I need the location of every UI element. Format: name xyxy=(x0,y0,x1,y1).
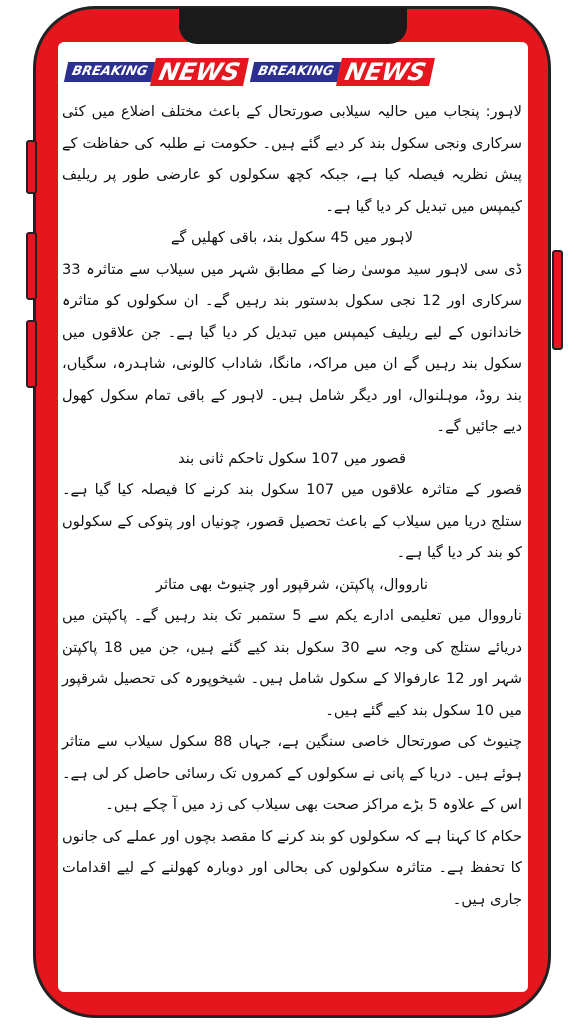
phone-volume-down-button xyxy=(26,320,37,388)
phone-side-button xyxy=(26,140,37,194)
article-subheading: لاہور میں 45 سکول بند، باقی کھلیں گے xyxy=(170,229,414,246)
article-subheading: نارووال، پاکپتن، شرقپور اور چنیوٹ بھی متاثر xyxy=(155,575,429,593)
breaking-label: BREAKING xyxy=(249,60,341,84)
article-paragraph: چنیوٹ کی صورتحال خاصی سنگین ہے، جہاں 88 سکول سیلاب سے متاثر ہوئے ہیں۔ دریا کے پانی نے سکولوں کے کمروں تک رسائی حاصل کر لی ہے۔ اس کے علاوہ 5 بڑے مراکز صحت بھی سیلاب کی زد میں آ چکے ہیں۔ xyxy=(62,733,523,813)
phone-volume-up-button xyxy=(26,232,37,300)
breaking-news-banners xyxy=(66,58,522,90)
breaking-label: BREAKING xyxy=(63,60,155,84)
article-paragraph: قصور کے متاثرہ علاقوں میں 107 سکول بند کرنے کا فیصلہ کیا گیا ہے۔ ستلج دریا میں سیلاب کے باعث تحصیل قصور، چونیاں اور پتوکی کے سکولوں کو بند کر دیا گیا ہے۔ xyxy=(62,481,522,561)
breaking-news-banner xyxy=(249,58,435,86)
article-paragraph: لاہور: پنجاب میں حالیہ سیلابی صورتحال کے باعث مختلف اضلاع میں کئی سرکاری ونجی سکول بند کر دیے گئے ہیں۔ حکومت نے طلبہ کی حفاظت کے پیش نظریہ فیصلہ کیا ہے، جبکہ کچھ سکولوں کو عارضی طور پر ریلیف کیمپس میں تبدیل کر دیا گیا ہے۔ xyxy=(62,103,522,215)
news-label: NEWS xyxy=(336,58,434,86)
article-subheading: قصور میں 107 سکول تاحکم ثانی بند xyxy=(178,449,406,467)
news-article xyxy=(62,96,522,986)
breaking-news-banner xyxy=(63,58,249,86)
phone-notch xyxy=(179,8,407,44)
article-paragraph: ڈی سی لاہور سید موسیٰ رضا کے مطابق شہر میں سیلاب سے متاثرہ 33 سرکاری اور 12 نجی سکول بدستور بند رہیں گے۔ ان سکولوں کو متاثرہ خاندانوں کے لیے ریلیف کیمپس میں تبدیل کر دیا گیا ہے۔ جن علاقوں میں سکول بند رہیں گے ان میں مراکہ، مانگا، شاداب کالونی، شاہدرہ، سگیاں، بند روڈ، موہلنوال، اور دیگر شامل ہیں۔ لاہور کے باقی تمام سکول کھول دیے جائیں گے۔ xyxy=(62,260,522,435)
article-paragraph: نارووال میں تعلیمی ادارے یکم سے 5 ستمبر تک بند رہیں گے۔ پاکپتن میں دریائے ستلج کی وجہ سے 30 سکول بند کیے گئے ہیں، جن میں 18 پاکپتن شہر اور 12 عارفوالا کے سکول شامل ہیں۔ شیخوپورہ کی تحصیل شرقپور میں 10 سکول بند کیے گئے ہیں۔ xyxy=(62,607,522,719)
news-label: NEWS xyxy=(150,58,248,86)
phone-power-button xyxy=(552,250,563,350)
article-paragraph: حکام کا کہنا ہے کہ سکولوں کو بند کرنے کا مقصد بچوں اور عملے کی جانوں کا تحفظ ہے۔ متاثرہ سکولوں کی بحالی اور دوبارہ کھولنے کے لیے اقدامات جاری ہیں۔ xyxy=(62,827,522,908)
